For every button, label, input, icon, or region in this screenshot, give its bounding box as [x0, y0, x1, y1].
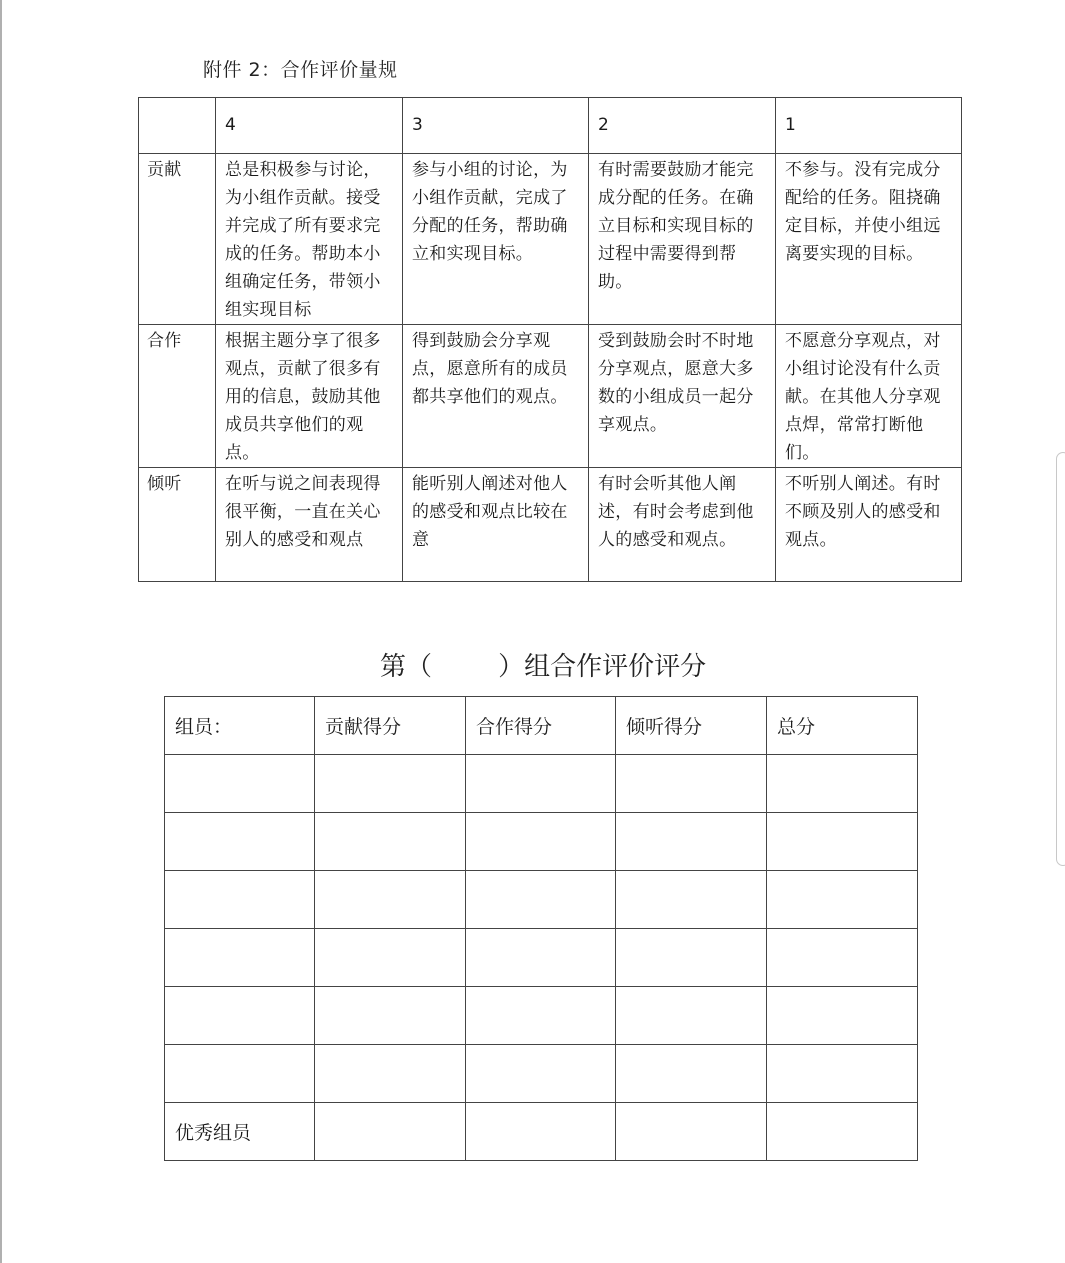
rubric-header-cell: 1: [776, 98, 962, 154]
rubric-header-cell: 3: [403, 98, 589, 154]
score-footer-label: 优秀组员: [165, 1103, 315, 1161]
score-row: [165, 987, 918, 1045]
score-cell-blank[interactable]: [466, 987, 616, 1045]
score-cell-blank[interactable]: [165, 987, 315, 1045]
score-cell-blank[interactable]: [767, 871, 918, 929]
score-cell-blank[interactable]: [616, 1045, 767, 1103]
score-cell-blank[interactable]: [767, 929, 918, 987]
rubric-cell: 根据主题分享了很多观点，贡献了很多有用的信息，鼓励其他成员共享他们的观点。: [216, 325, 403, 468]
score-cell-blank[interactable]: [767, 813, 918, 871]
score-cell-blank[interactable]: [165, 813, 315, 871]
rubric-row-label: 合作: [139, 325, 216, 468]
rubric-row-label: 倾听: [139, 468, 216, 582]
score-cell-blank[interactable]: [616, 755, 767, 813]
rubric-cell: 参与小组的讨论，为小组作贡献，完成了分配的任务，帮助确立和实现目标。: [403, 154, 589, 325]
score-cell-blank[interactable]: [616, 1103, 767, 1161]
score-table-body: [165, 755, 918, 1103]
score-cell-blank[interactable]: [466, 1045, 616, 1103]
score-cell-blank[interactable]: [315, 929, 466, 987]
score-cell-blank[interactable]: [466, 871, 616, 929]
score-cell-blank[interactable]: [315, 1045, 466, 1103]
rubric-cell: 得到鼓励会分享观点，愿意所有的成员都共享他们的观点。: [403, 325, 589, 468]
score-sheet-title: 第（ ）组合作评价评分: [380, 652, 707, 682]
rubric-cell: 能听别人阐述对他人的感受和观点比较在意: [403, 468, 589, 582]
attachment-title: 附件 2：合作评价量规: [203, 59, 398, 81]
score-header-cell: 合作得分: [466, 697, 616, 755]
score-cell-blank[interactable]: [466, 1103, 616, 1161]
rubric-cell: 在听与说之间表现得很平衡，一直在关心别人的感受和观点: [216, 468, 403, 582]
rubric-row-cooperation: [139, 325, 962, 468]
rubric-cell: 不参与。没有完成分配给的任务。阻挠确定目标，并使小组远离要实现的目标。: [776, 154, 962, 325]
score-header-cell: 组员：: [165, 697, 315, 755]
score-cell-blank[interactable]: [767, 987, 918, 1045]
rubric-row-label: 贡献: [139, 154, 216, 325]
rubric-header-row: [139, 98, 962, 154]
score-table: [164, 696, 918, 1161]
page-left-edge: [0, 0, 2, 1263]
rubric-cell: 总是积极参与讨论，为小组作贡献。接受并完成了所有要求完成的任务。帮助本小组确定任务，带领小组实现目标: [216, 154, 403, 325]
rubric-header-cell: [139, 98, 216, 154]
score-cell-blank[interactable]: [466, 929, 616, 987]
score-cell-blank[interactable]: [767, 755, 918, 813]
score-cell-blank[interactable]: [616, 929, 767, 987]
rubric-cell: 受到鼓励会时不时地分享观点，愿意大多数的小组成员一起分享观点。: [589, 325, 776, 468]
score-cell-blank[interactable]: [466, 755, 616, 813]
score-cell-blank[interactable]: [466, 813, 616, 871]
score-cell-blank[interactable]: [315, 1103, 466, 1161]
rubric-cell: 不愿意分享观点，对小组讨论没有什么贡献。在其他人分享观点焊，常常打断他们。: [776, 325, 962, 468]
rubric-header-cell: 4: [216, 98, 403, 154]
score-cell-blank[interactable]: [165, 929, 315, 987]
score-header-cell: 贡献得分: [315, 697, 466, 755]
score-row: [165, 1045, 918, 1103]
rubric-cell: 不听别人阐述。有时不顾及别人的感受和观点。: [776, 468, 962, 582]
score-cell-blank[interactable]: [165, 871, 315, 929]
rubric-row-contribution: [139, 154, 962, 325]
score-cell-blank[interactable]: [315, 813, 466, 871]
score-cell-blank[interactable]: [315, 987, 466, 1045]
score-cell-blank[interactable]: [616, 987, 767, 1045]
score-cell-blank[interactable]: [616, 813, 767, 871]
score-cell-blank[interactable]: [165, 1045, 315, 1103]
rubric-cell: 有时会听其他人阐述，有时会考虑到他人的感受和观点。: [589, 468, 776, 582]
rubric-cell: 有时需要鼓励才能完成分配的任务。在确立目标和实现目标的过程中需要得到帮助。: [589, 154, 776, 325]
score-cell-blank[interactable]: [767, 1103, 918, 1161]
rubric-row-listening: [139, 468, 962, 582]
score-row: [165, 813, 918, 871]
scrollbar-thumb[interactable]: [1056, 452, 1065, 866]
score-row: [165, 755, 918, 813]
score-cell-blank[interactable]: [315, 755, 466, 813]
score-cell-blank[interactable]: [616, 871, 767, 929]
score-cell-blank[interactable]: [767, 1045, 918, 1103]
score-cell-blank[interactable]: [165, 755, 315, 813]
score-row: [165, 929, 918, 987]
rubric-header-cell: 2: [589, 98, 776, 154]
score-row: [165, 871, 918, 929]
score-footer-row: [165, 1103, 918, 1161]
rubric-table: [138, 97, 962, 582]
score-cell-blank[interactable]: [315, 871, 466, 929]
score-header-cell: 总分: [767, 697, 918, 755]
score-header-row: [165, 697, 918, 755]
score-header-cell: 倾听得分: [616, 697, 767, 755]
